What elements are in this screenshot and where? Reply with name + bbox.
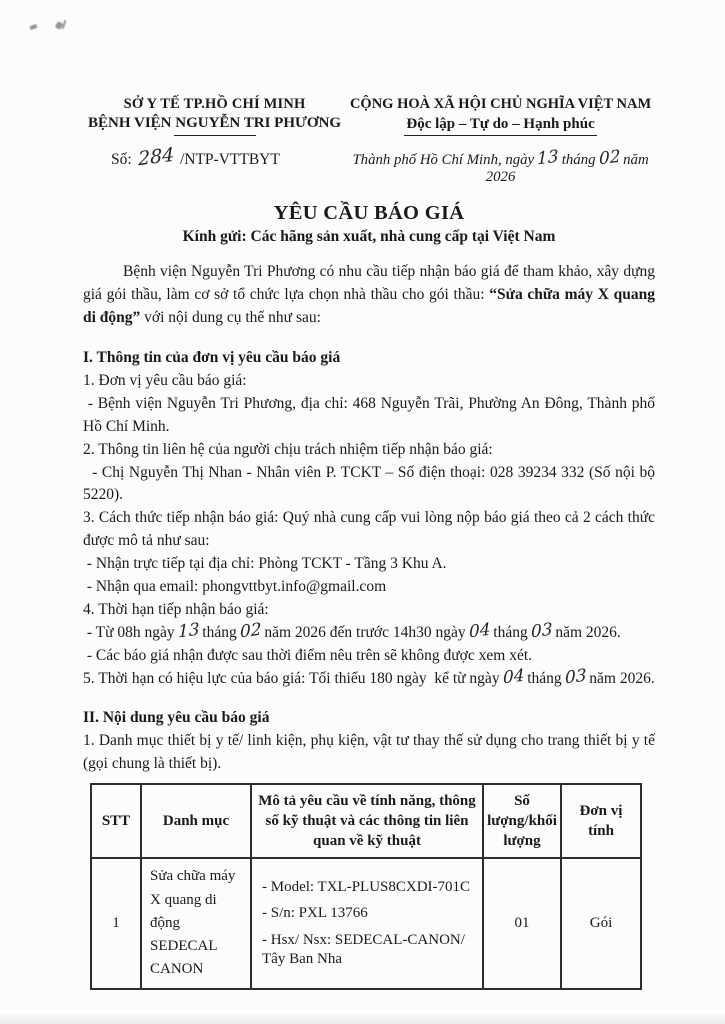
doc-number-handwritten: 284 [137, 143, 175, 171]
section1-item5 [83, 665, 655, 691]
hospital-name: BỆNH VIỆN NGUYỄN TRI PHƯƠNG [88, 115, 342, 131]
document-header [83, 0, 655, 136]
end-month-handwritten: 03 [530, 619, 553, 643]
row-so-luong: 01 [483, 858, 561, 988]
doc-number-label: Số: [111, 151, 132, 168]
row-mo-ta [251, 858, 483, 988]
parent-org-name: SỞ Y TẾ TP.HỒ CHÍ MINH [123, 96, 306, 112]
section2-heading: II. Nội dung yêu cầu báo giá [83, 708, 270, 726]
dateline-post: năm 2026 [485, 152, 653, 185]
intro-text-1: Bệnh viện Nguyễn Tri Phương có nhu cầu tiếp nhận báo giá để tham khảo, xây dựng giá gói thầu, làm cơ sở tổ chức lựa chọn nhà thầu cho gói thầu: [83, 263, 655, 303]
table-header-don-vi: Đơn vị tính [561, 784, 641, 859]
quote-table [90, 783, 642, 990]
validity-month-handwritten: 03 [564, 665, 587, 689]
dateline-pre: Thành phố Hồ Chí Minh, ngày [352, 152, 535, 168]
doc-number-suffix: /NTP-VTTBYT [179, 151, 280, 168]
table-header-row [91, 784, 641, 859]
reference-row [83, 143, 655, 186]
page-title: YÊU CẦU BÁO GIÁ [273, 202, 465, 224]
section1-item3-detail-b: - Nhận qua email: phongvttbyt.info@gmail.com [83, 578, 387, 596]
row-danh-muc: Sửa chữa máy X quang di động SEDECAL CANON [141, 858, 251, 988]
table-row [91, 858, 641, 988]
package-name: “Sửa chữa máy X quang di động” [83, 285, 655, 326]
section1-item1: 1. Đơn vị yêu cầu báo giá: [83, 371, 247, 389]
dateline-mid: tháng [561, 152, 596, 168]
org-underline [174, 135, 256, 136]
section1-item3-detail-a: - Nhận trực tiếp tại địa chỉ: Phòng TCKT - Tầng 3 Khu A. [83, 555, 447, 573]
spec-manufacturer: - Hsx/ Nsx: SEDECAL-CANON/ Tây Ban Nha [262, 931, 469, 968]
document-number-line [83, 143, 346, 171]
greeting-line: Kính gửi: Các hãng sản xuất, nhà cung cấp tại Việt Nam [182, 228, 556, 245]
section1-item2: 2. Thông tin liên hệ của người chịu trách nhiệm tiếp nhận báo giá: [83, 440, 493, 458]
deadline-mid1: tháng [202, 624, 237, 642]
section1-heading: I. Thông tin của đơn vị yêu cầu báo giá [83, 348, 341, 366]
document-content [83, 0, 659, 990]
section1-item4-detail-a [83, 619, 655, 645]
validity-post: năm 2026. [589, 669, 655, 687]
scan-artifact [30, 20, 70, 32]
dateline [346, 146, 655, 186]
end-day-handwritten: 04 [468, 619, 491, 643]
row-stt: 1 [91, 858, 141, 988]
start-day-handwritten: 13 [177, 619, 200, 643]
spec-model: - Model: TXL-PLUS8CXDI-701C [262, 878, 471, 895]
validity-day-handwritten: 04 [502, 665, 525, 689]
table-header-stt: STT [91, 784, 141, 859]
section1-item4-detail-b: - Các báo giá nhận được sau thời điểm nêu trên sẽ không được xem xét. [83, 647, 533, 664]
intro-paragraph [83, 261, 655, 330]
table-header-so-luong: Số lượng/khối lượng [483, 784, 561, 859]
national-motto-block [346, 96, 655, 136]
table-header-mo-ta: Mô tả yêu cầu về tính năng, thông số kỹ thuật và các thông tin liên quan về kỹ thuật [251, 784, 483, 859]
day-handwritten: 13 [537, 146, 559, 170]
national-title: CỘNG HOÀ XÃ HỘI CHỦ NGHĨA VIỆT NAM [349, 96, 652, 112]
section1-item4: 4. Thời hạn tiếp nhận báo giá: [83, 601, 269, 619]
section1-item2-detail: - Chị Nguyễn Thị Nhan - Nhân viên P. TCKT – Số điện thoại: 028 39234 332 (Số nội bộ 5220). [83, 463, 659, 504]
spec-serial: - S/n: PXL 13766 [262, 905, 368, 922]
issuing-org-block [83, 96, 346, 136]
month-handwritten: 02 [598, 146, 621, 170]
deadline-pre: - Từ 08h ngày [83, 624, 175, 642]
deadline-mid3: tháng [493, 624, 528, 642]
deadline-post: năm 2026. [555, 624, 621, 642]
validity-pre: 5. Thời hạn có hiệu lực của báo giá: Tối thiểu 180 ngày kể từ ngày [83, 669, 500, 687]
row-don-vi: Gói [561, 858, 641, 988]
section1-item3: 3. Cách thức tiếp nhận báo giá: Quý nhà cung cấp vui lòng nộp báo giá theo cả 2 cách thức được mô tả như sau: [83, 509, 659, 550]
start-month-handwritten: 02 [239, 619, 262, 643]
table-header-danh-muc: Danh mục [141, 784, 251, 859]
national-motto: Độc lập – Tự do – Hạnh phúc [404, 116, 596, 136]
section1-item1-detail: - Bệnh viện Nguyễn Tri Phương, địa chỉ: 468 Nguyễn Trãi, Phường An Đông, Thành phố Hồ Chí Minh. [83, 394, 659, 435]
section2-item1: 1. Danh mục thiết bị y tế/ linh kiện, phụ kiện, vật tư thay thế sử dụng cho trang thiết bị y tế (gọi chung là thiết bị). [83, 731, 659, 772]
deadline-mid2: năm 2026 đến trước 14h30 ngày [264, 624, 466, 642]
validity-mid: tháng [527, 669, 562, 687]
intro-text-2: với nội dung cụ thể như sau: [140, 308, 321, 326]
